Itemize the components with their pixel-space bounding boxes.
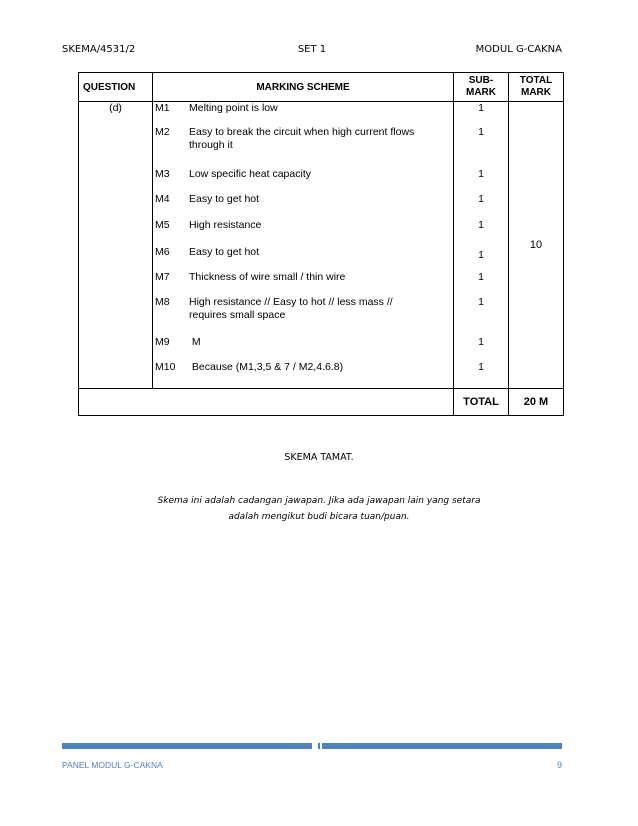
page-number: 9 bbox=[556, 760, 562, 770]
footer-rule-gap bbox=[312, 743, 322, 749]
list-item: M9 M bbox=[155, 336, 201, 348]
list-item: M6 Easy to get hot bbox=[155, 246, 260, 258]
sub-mark-value: 1 bbox=[478, 126, 484, 138]
list-item: M1 Melting point is low bbox=[155, 102, 278, 114]
col-marking-scheme: MARKING SCHEME bbox=[153, 73, 454, 102]
sub-mark-value: 1 bbox=[478, 249, 484, 261]
page-header bbox=[62, 44, 562, 58]
header-center: SET 1 bbox=[297, 44, 327, 55]
table-total-row bbox=[79, 389, 564, 416]
col-total-mark-line2: MARK bbox=[521, 87, 551, 98]
sub-mark-cell bbox=[454, 102, 509, 389]
scheme-cell bbox=[153, 102, 454, 389]
list-item: M3 Low specific heat capacity bbox=[155, 168, 311, 180]
sub-mark-value: 1 bbox=[478, 102, 484, 114]
list-item: M10 Because (M1,3,5 & 7 / M2,4.6.8) bbox=[155, 361, 344, 373]
sub-mark-value: 1 bbox=[478, 168, 484, 180]
question-cell bbox=[79, 102, 153, 389]
footer-rule-mark bbox=[318, 743, 320, 749]
total-mark-value: 10 bbox=[529, 239, 543, 251]
list-item: M4 Easy to get hot bbox=[155, 193, 260, 205]
list-item: M2 Easy to break the circuit when high current flows through it bbox=[155, 126, 415, 151]
col-sub-mark-line1: SUB- bbox=[468, 75, 494, 86]
header-left: SKEMA/4531/2 bbox=[62, 44, 136, 55]
col-total-mark bbox=[509, 73, 564, 102]
list-item: M7 Thickness of wire small / thin wire bbox=[155, 271, 346, 283]
col-sub-mark bbox=[454, 73, 509, 102]
total-value: 20 M bbox=[509, 389, 564, 416]
sub-mark-value: 1 bbox=[478, 361, 484, 373]
sub-mark-value: 1 bbox=[478, 336, 484, 348]
scheme-note bbox=[0, 493, 638, 525]
header-right: MODUL G-CAKNA bbox=[475, 44, 562, 55]
question-number: (d) bbox=[109, 102, 122, 114]
sub-mark-value: 1 bbox=[478, 219, 484, 231]
col-sub-mark-line2: MARK bbox=[466, 87, 496, 98]
total-row-empty-cell bbox=[79, 389, 454, 416]
col-total-mark-line1: TOTAL bbox=[519, 75, 553, 86]
table-header-row bbox=[79, 73, 564, 102]
sub-mark-value: 1 bbox=[478, 193, 484, 205]
total-mark-cell bbox=[509, 102, 564, 389]
end-of-scheme-text: SKEMA TAMAT. bbox=[284, 452, 354, 463]
col-question: QUESTION bbox=[79, 73, 153, 102]
scheme-note-line2: adalah mengikut budi bicara tuan/puan. bbox=[228, 512, 410, 522]
sub-mark-value: 1 bbox=[478, 271, 484, 283]
footer-panel-name: PANEL MODUL G-CAKNA bbox=[62, 760, 163, 770]
marking-scheme-table bbox=[78, 72, 564, 416]
sub-mark-value: 1 bbox=[478, 296, 484, 308]
list-item: M8 High resistance // Easy to hot // less mass // requires small space bbox=[155, 296, 393, 321]
list-item: M5 High resistance bbox=[155, 219, 262, 231]
total-label: TOTAL bbox=[454, 389, 509, 416]
table-body-row bbox=[79, 102, 564, 389]
scheme-note-line1: Skema ini adalah cadangan jawapan. Jika ada jawapan lain yang setara bbox=[157, 496, 481, 506]
